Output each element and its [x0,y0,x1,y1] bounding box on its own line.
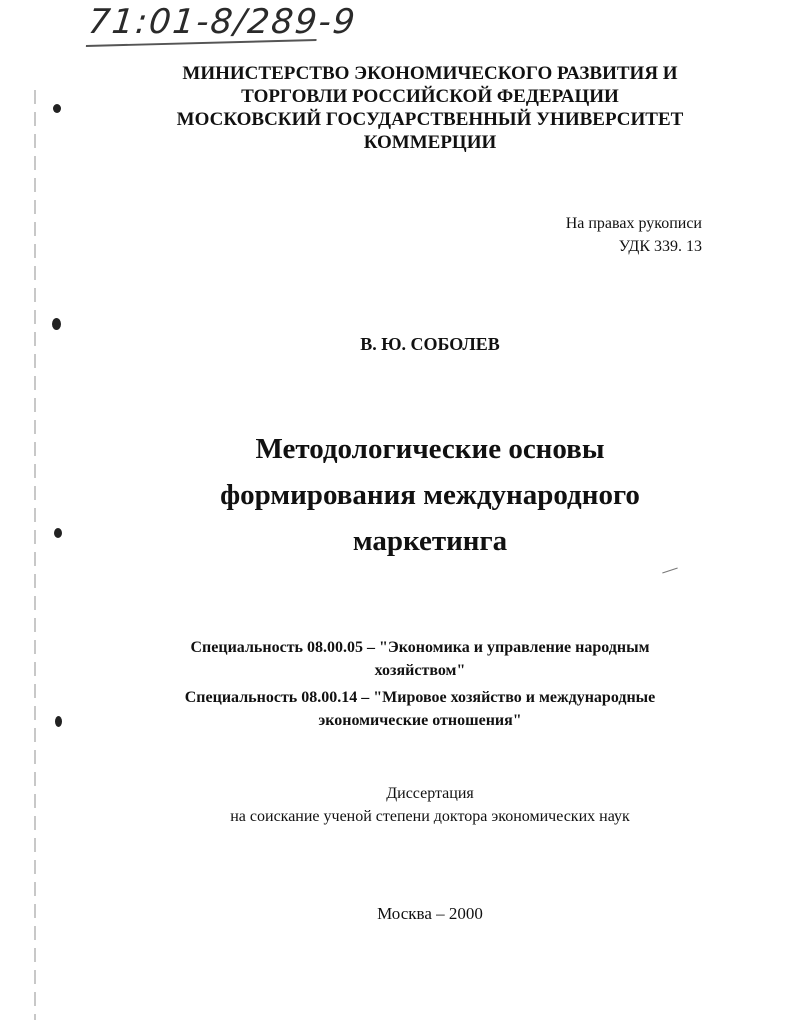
binding-hole-mark [55,716,62,727]
scan-binding-edge [34,90,36,1020]
udc-code: УДК 339. 13 [618,238,702,255]
binding-hole-mark [52,318,61,330]
title-line: маркетинга [352,525,508,557]
specialty-1 [110,636,730,682]
title-line: формирования международного [220,479,640,511]
binding-hole-mark [54,528,62,538]
manuscript-rights: На правах рукописи [565,215,702,232]
specialty-line: хозяйством" [374,662,466,679]
ministry-line: ТОРГОВЛИ РОССИЙСКОЙ ФЕДЕРАЦИИ [241,86,619,107]
university-line: КОММЕРЦИИ [363,132,497,153]
specialty-line: экономические отношения" [318,712,522,729]
author-name: В. Ю. СОБОЛЕВ [360,334,500,354]
specialty-line: Специальность 08.00.05 – "Экономика и управление народным [190,639,650,656]
specialty-2 [110,686,730,732]
specialty-line: Специальность 08.00.14 – "Мировое хозяйство и международные [184,689,656,706]
stray-pen-mark [662,568,678,574]
ministry-line: МИНИСТЕРСТВО ЭКОНОМИЧЕСКОГО РАЗВИТИЯ И [182,63,678,84]
title-line: Методологические основы [255,433,605,465]
binding-hole-mark [53,104,61,113]
archive-code-handwritten [85,2,430,50]
dissertation-title [130,426,730,564]
dissertation-label: Диссертация [386,785,474,802]
university-line: МОСКОВСКИЙ ГОСУДАРСТВЕННЫЙ УНИВЕРСИТЕТ [176,109,684,130]
dissertation-type [130,782,730,828]
manuscript-rights-block [480,212,702,258]
degree-purpose: на соискание ученой степени доктора экономических наук [230,808,630,825]
place-year: Москва – 2000 [377,904,483,923]
ministry-header [150,62,710,154]
archive-code: 71:01-8/289-9 [86,2,359,42]
